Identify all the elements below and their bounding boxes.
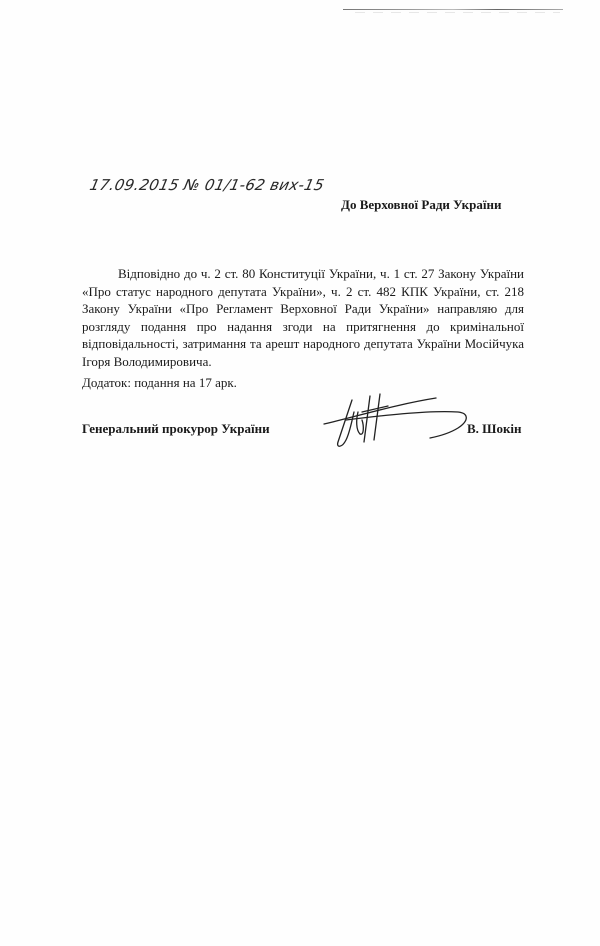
- signature-icon: [318, 390, 478, 452]
- signer-title: Генеральний прокурор України: [82, 421, 270, 436]
- signer-name: В. Шокін: [467, 421, 522, 436]
- body-paragraph: Відповідно до ч. 2 ст. 80 Конституції України, ч. 1 ст. 27 Закону України «Про статус народного депутата України», ч. 2 ст. 482 КПК України, ст. 218 Закону України «Про Регламент Верховної Ради України» направляю для розгляду подання про надання згоди на притягнення до кримінальної відповідальності, затримання та арешт народного депутата України Мосійчука Ігоря Володимировича.: [82, 266, 524, 369]
- attachment-note: Додаток: подання на 17 арк.: [82, 375, 237, 390]
- top-rule-divider: [343, 9, 563, 10]
- registration-mark: 17.09.2015 № 01/1-62 вих-15: [88, 176, 326, 194]
- addressee: До Верховної Ради України: [341, 197, 502, 212]
- top-rule-divider-faint: [355, 12, 560, 13]
